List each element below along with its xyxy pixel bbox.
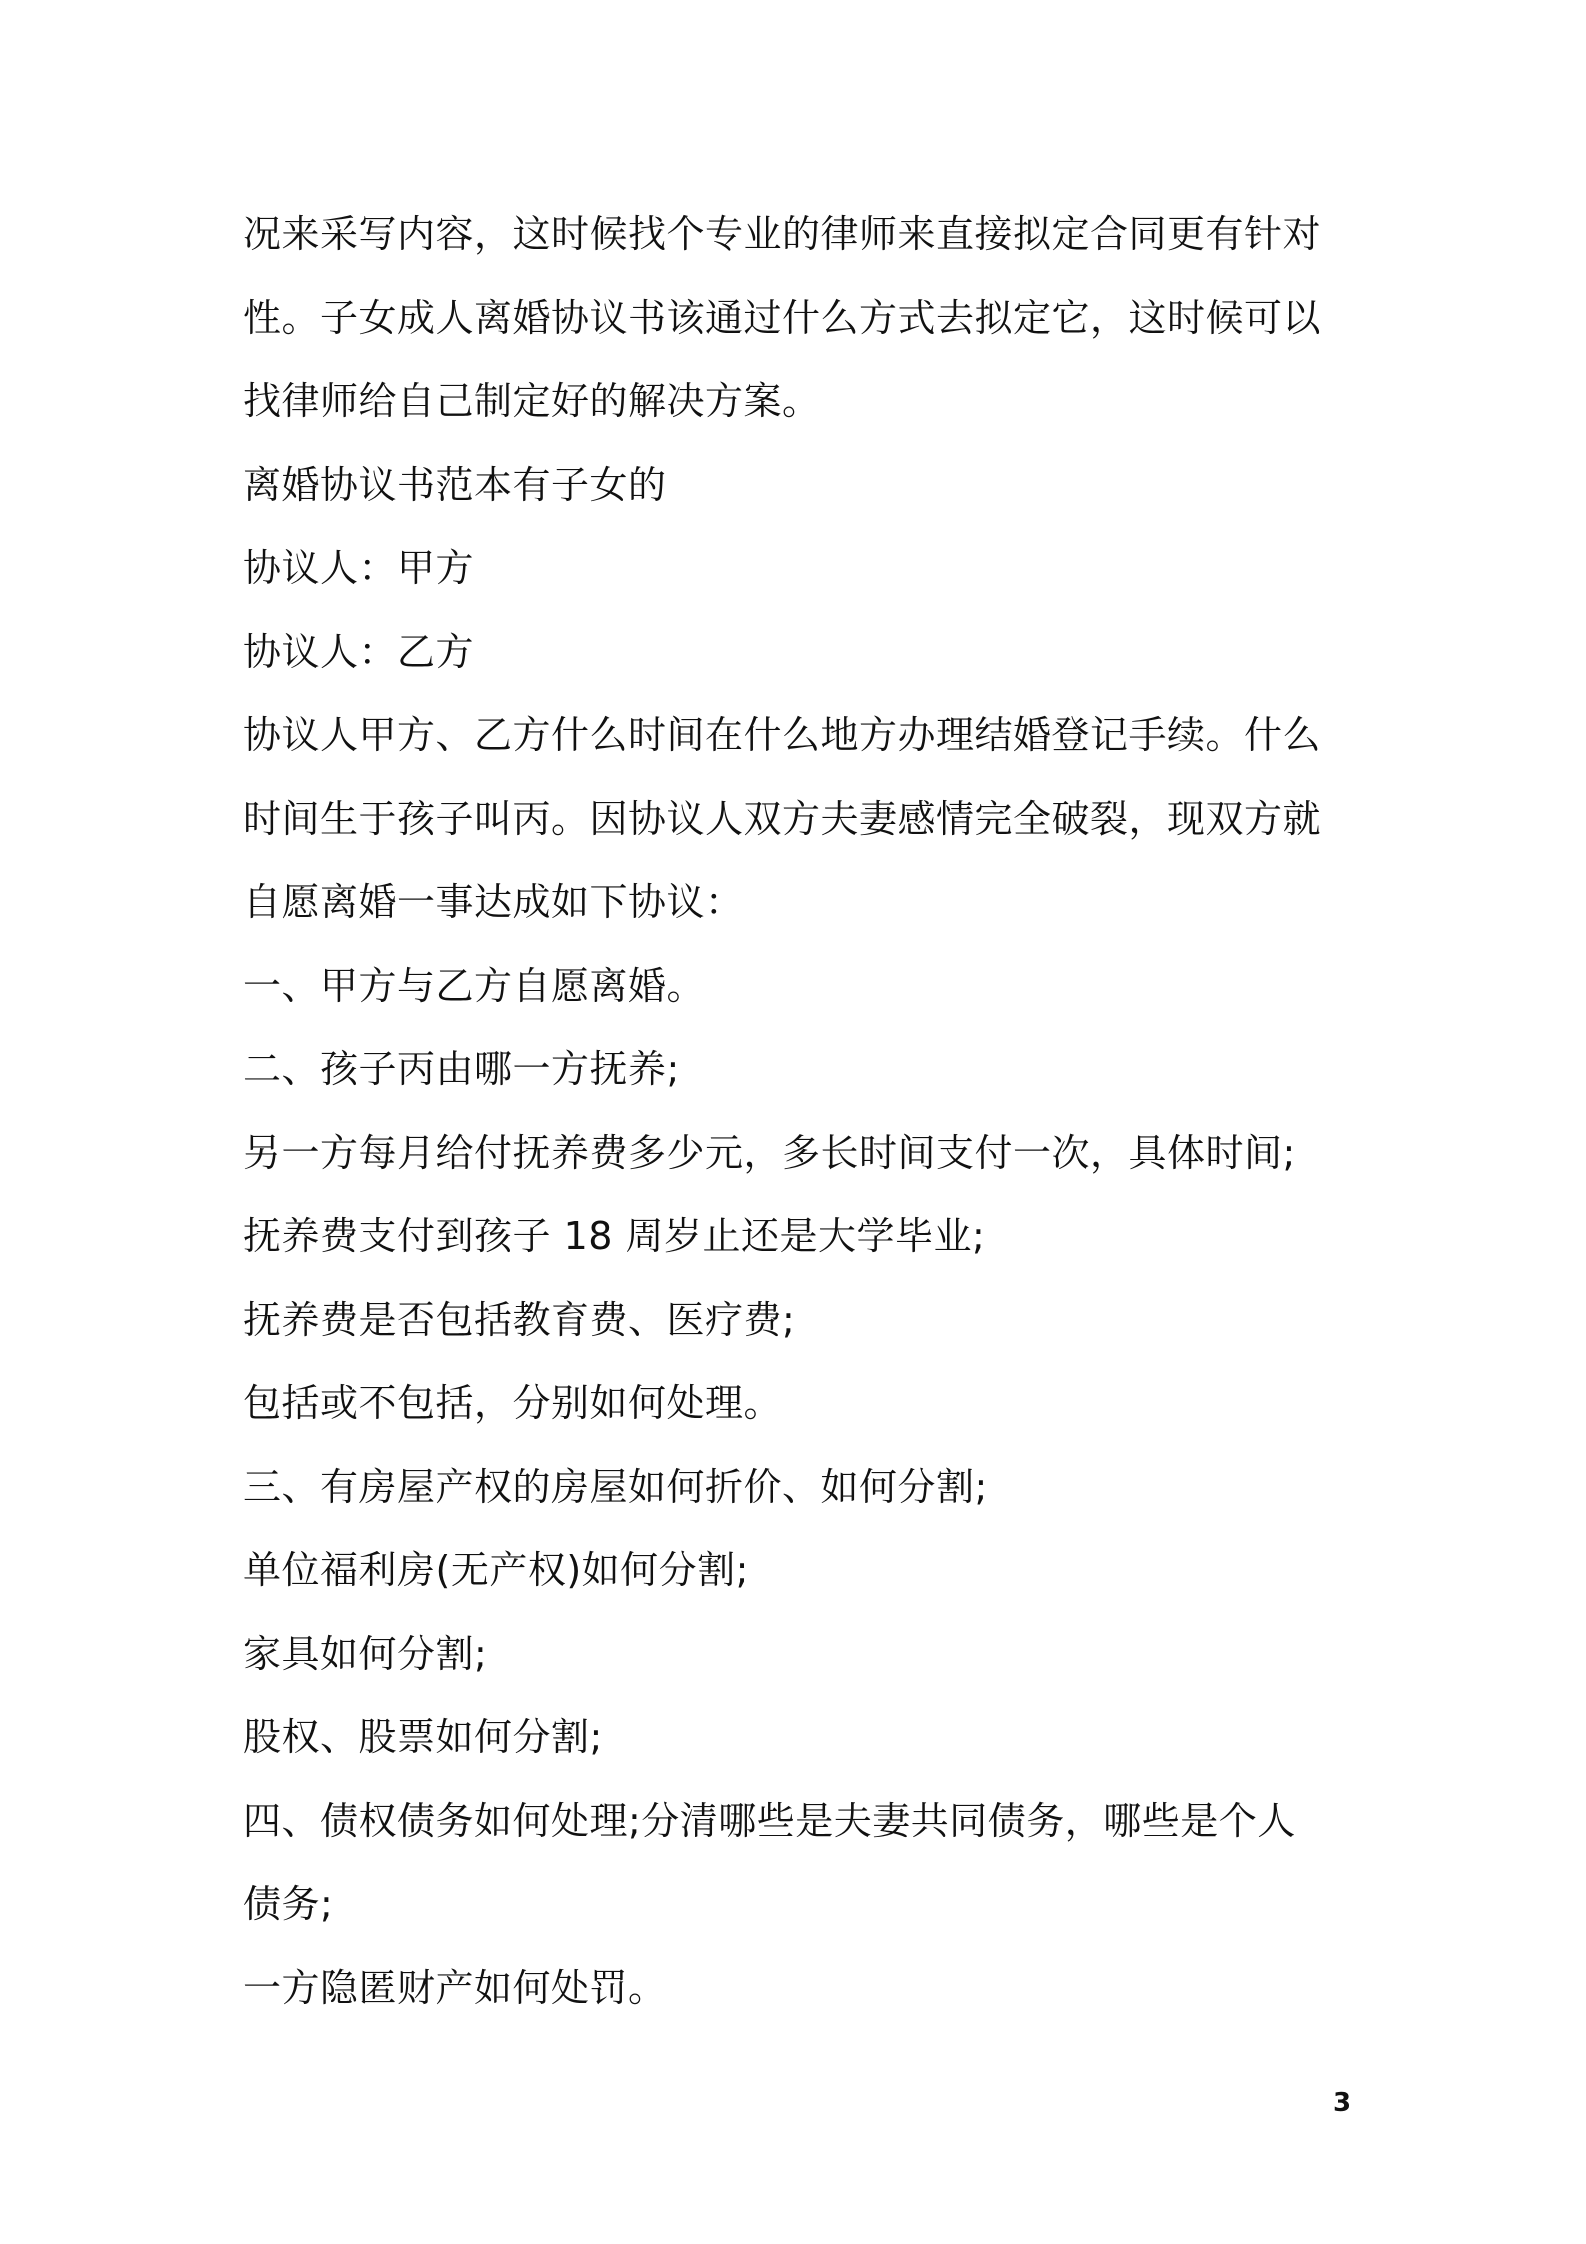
text-line: 包括或不包括，分别如何处理。	[243, 1381, 783, 1425]
party-a-line: 协议人：甲方	[243, 546, 475, 590]
text-line: 性。子女成人离婚协议书该通过什么方式去拟定它，这时候可以	[243, 295, 1322, 340]
text-line: 股权、股票如何分割;	[243, 1715, 603, 1759]
clause-4: 四、债权债务如何处理;分清哪些是夫妻共同债务，哪些是个人	[243, 1798, 1296, 1843]
clause-1: 一、甲方与乙方自愿离婚。	[243, 963, 706, 1008]
text-line: 抚养费支付到孩子 18 周岁止还是大学毕业;	[243, 1214, 986, 1258]
text-line: 时间生于孩子叫丙。因协议人双方夫妻感情完全破裂，现双方就	[243, 796, 1322, 841]
text-line: 单位福利房(无产权)如何分割;	[243, 1548, 749, 1592]
party-b-line: 协议人：乙方	[243, 629, 475, 674]
text-line: 协议人甲方、乙方什么时间在什么地方办理结婚登记手续。什么	[243, 713, 1322, 757]
document-body	[243, 193, 1363, 2030]
text-line: 抚养费是否包括教育费、医疗费;	[243, 1297, 796, 1342]
text-line: 自愿离婚一事达成如下协议：	[243, 880, 744, 924]
text-line: 债务;	[243, 1882, 334, 1926]
page-number: 3	[1333, 2088, 1352, 2118]
text-line: 另一方每月给付抚养费多少元，多长时间支付一次，具体时间;	[243, 1130, 1296, 1175]
section-title: 离婚协议书范本有子女的	[243, 462, 667, 507]
clause-2: 二、孩子丙由哪一方抚养;	[243, 1047, 680, 1091]
text-line: 一方隐匿财产如何处罚。	[243, 1965, 667, 2010]
text-line: 况来采写内容，这时候找个专业的律师来直接拟定合同更有针对	[243, 212, 1322, 256]
text-line: 找律师给自己制定好的解决方案。	[243, 379, 821, 423]
text-line: 家具如何分割;	[243, 1631, 488, 1676]
clause-3: 三、有房屋产权的房屋如何折价、如何分割;	[243, 1464, 988, 1509]
